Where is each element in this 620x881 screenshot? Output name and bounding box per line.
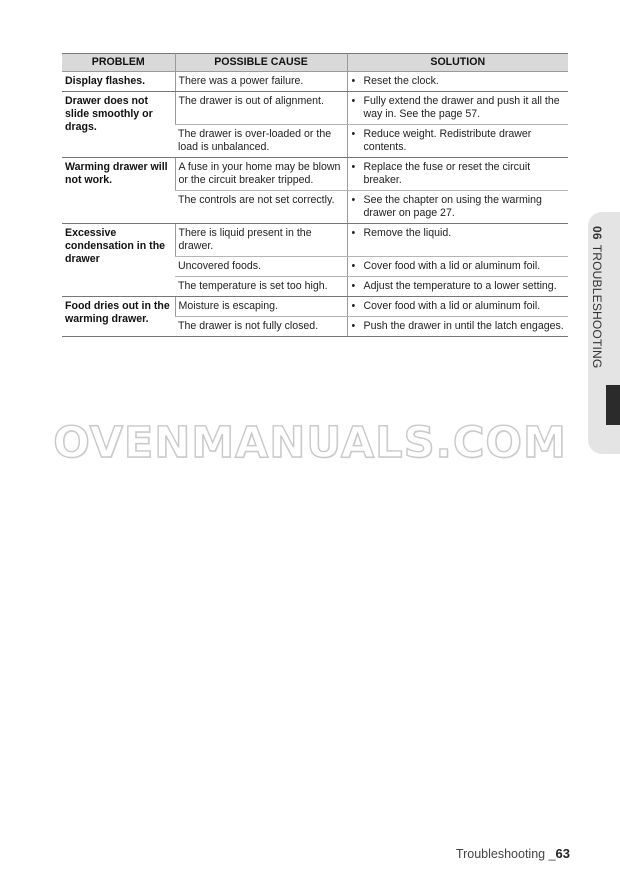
problem-cell: Warming drawer will not work.: [62, 158, 175, 224]
watermark-text: OVENMANUALS.COM: [53, 418, 567, 468]
header-problem: PROBLEM: [62, 54, 175, 72]
solution-cell: [347, 92, 568, 125]
solution-text: See the chapter on using the warming drawer on page 27.: [363, 194, 542, 219]
footer-section: Troubleshooting _: [455, 847, 556, 861]
cause-cell: The controls are not set correctly.: [175, 191, 347, 224]
bullet-icon: •: [351, 95, 356, 107]
chapter-tab-marker: [606, 385, 620, 425]
bullet-icon: •: [351, 300, 356, 312]
bullet-icon: •: [351, 161, 356, 173]
solution-cell: [347, 297, 568, 317]
solution-cell: [347, 158, 568, 191]
cause-cell: A fuse in your home may be blown or the circuit breaker tripped.: [175, 158, 347, 191]
solution-text: Remove the liquid.: [363, 227, 452, 239]
chapter-title: TROUBLESHOOTING: [590, 244, 604, 369]
chapter-label: [590, 226, 604, 368]
solution-cell: [347, 317, 568, 337]
solution-cell: [347, 277, 568, 297]
cause-cell: There was a power failure.: [175, 72, 347, 92]
problem-cell: Excessive condensation in the drawer: [62, 224, 175, 297]
page-number: 63: [555, 846, 570, 861]
bullet-icon: •: [351, 128, 356, 140]
header-solution: SOLUTION: [347, 54, 568, 72]
solution-text: Replace the fuse or reset the circuit breaker.: [363, 161, 531, 186]
bullet-icon: •: [351, 260, 356, 272]
table-row: [62, 158, 568, 191]
troubleshooting-table: [62, 53, 568, 337]
bullet-icon: •: [351, 194, 356, 206]
table-header-row: [62, 54, 568, 72]
table-row: [62, 72, 568, 92]
bullet-icon: •: [351, 280, 356, 292]
solution-text: Push the drawer in until the latch engages.: [363, 320, 564, 332]
table-row: [62, 92, 568, 125]
solution-text: Reduce weight. Redistribute drawer contents.: [363, 128, 532, 153]
solution-cell: [347, 125, 568, 158]
solution-text: Adjust the temperature to a lower setting.: [363, 280, 557, 292]
solution-text: Reset the clock.: [363, 75, 439, 87]
table-row: [62, 297, 568, 317]
bullet-icon: •: [351, 320, 356, 332]
cause-cell: The drawer is over-loaded or the load is unbalanced.: [175, 125, 347, 158]
cause-cell: The temperature is set too high.: [175, 277, 347, 297]
problem-cell: Food dries out in the warming drawer.: [62, 297, 175, 337]
header-possible-cause: POSSIBLE CAUSE: [175, 54, 347, 72]
bullet-icon: •: [351, 227, 356, 239]
solution-text: Cover food with a lid or aluminum foil.: [363, 300, 541, 312]
cause-cell: Moisture is escaping.: [175, 297, 347, 317]
cause-cell: The drawer is out of alignment.: [175, 92, 347, 125]
problem-cell: Drawer does not slide smoothly or drags.: [62, 92, 175, 158]
cause-cell: The drawer is not fully closed.: [175, 317, 347, 337]
bullet-icon: •: [351, 75, 356, 87]
solution-cell: [347, 224, 568, 257]
cause-cell: Uncovered foods.: [175, 257, 347, 277]
problem-cell: Display flashes.: [62, 72, 175, 92]
table-body: [62, 72, 568, 337]
table-row: [62, 224, 568, 257]
solution-cell: [347, 257, 568, 277]
solution-text: Cover food with a lid or aluminum foil.: [363, 260, 541, 272]
solution-text: Fully extend the drawer and push it all the way in. See the page 57.: [363, 95, 560, 120]
solution-cell: [347, 72, 568, 92]
page-footer: [456, 846, 570, 861]
chapter-number: 06: [590, 226, 604, 240]
solution-cell: [347, 191, 568, 224]
cause-cell: There is liquid present in the drawer.: [175, 224, 347, 257]
